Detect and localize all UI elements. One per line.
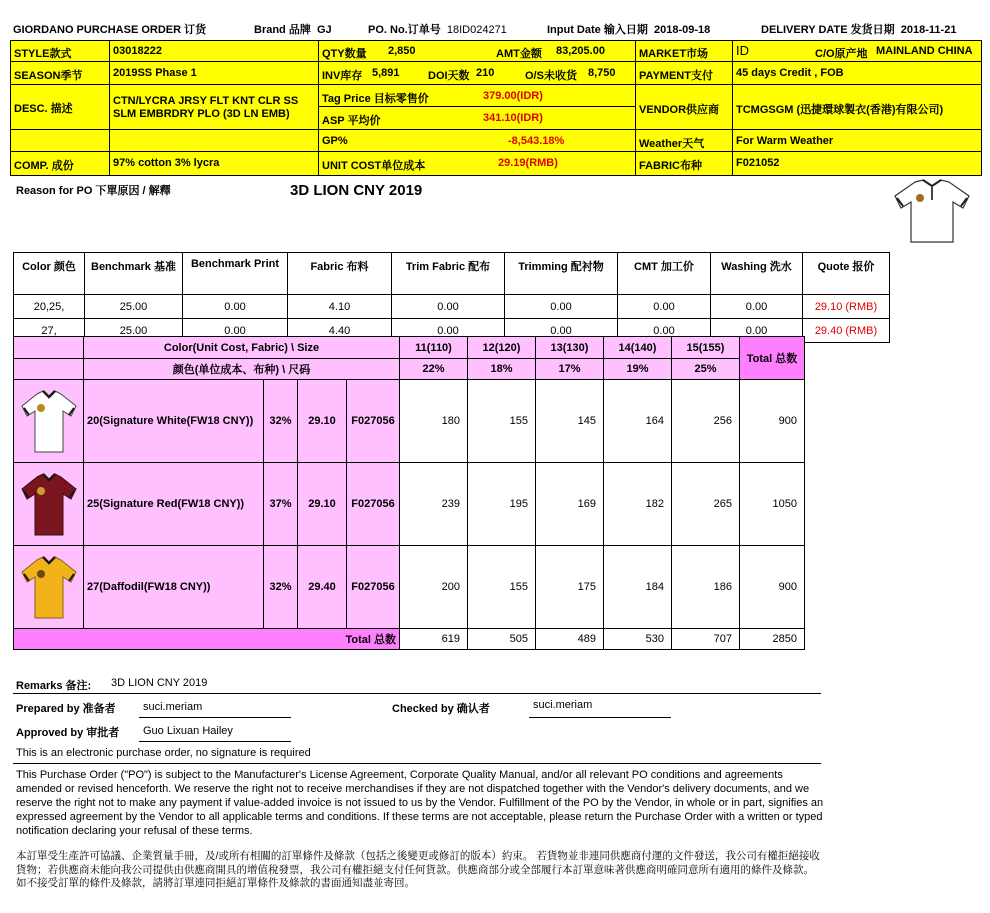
cost-table: [13, 252, 890, 343]
po-number: PO. No.订单号 18ID024271: [368, 24, 507, 36]
checked-underline: [529, 717, 671, 718]
qty-subheader-blank: [14, 359, 84, 380]
totals-row: [14, 629, 805, 650]
cost-header-fabric: Fabric 布料: [288, 253, 392, 295]
qty-header-cn: 颜色(单位成本、布种) \ 尺码: [84, 359, 400, 380]
size-pct: 19%: [604, 359, 672, 380]
cost-header-cmt: CMT 加工价: [618, 253, 711, 295]
co-value: MAINLAND CHINA: [876, 45, 973, 57]
shirt-image-cell: [14, 380, 84, 463]
cost-header-benchmark-print: Benchmark Print: [183, 253, 288, 295]
desc-label: DESC. 描述: [14, 103, 73, 115]
season-value: 2019SS Phase 1: [113, 67, 197, 79]
vendor-value: TCMGSGM (迅捷環球製衣(香港)有限公司): [736, 104, 944, 116]
qty-cell: 200: [400, 546, 468, 629]
table-row: [14, 463, 805, 546]
qty-cell: 184: [604, 546, 672, 629]
unit-cost-label: UNIT COST单位成本: [322, 160, 426, 172]
qty-cell: 175: [536, 546, 604, 629]
size-header: 15(155): [672, 337, 740, 359]
red-polo-shirt-icon: [21, 471, 77, 537]
qty-cell: 182: [604, 463, 672, 546]
color-cost: 29.10: [298, 463, 347, 546]
qty-cell: 169: [536, 463, 604, 546]
totals-label: Total 总数: [14, 629, 400, 650]
tag-value: 379.00(IDR): [483, 90, 543, 102]
qty-cell: 265: [672, 463, 740, 546]
yellow-polo-shirt-icon: [21, 554, 77, 620]
gp-cell: [318, 129, 636, 152]
vendor-label: VENDOR供应商: [639, 104, 720, 116]
cost-cell: 0.00: [505, 295, 618, 319]
approved-value: Guo Lixuan Hailey: [143, 725, 233, 737]
cost-header-trim-fabric: Trim Fabric 配布: [392, 253, 505, 295]
prepared-value: suci.meriam: [143, 701, 203, 713]
color-fabric: F027056: [347, 546, 400, 629]
co-label: C/O原产地: [815, 48, 868, 60]
input-date: Input Date 输入日期 2018-09-18: [547, 24, 711, 36]
remarks-label: Remarks 备注:: [16, 680, 92, 692]
desc-value-cell: [109, 84, 319, 130]
prepared-underline: [139, 717, 291, 718]
color-cost: 29.10: [298, 380, 347, 463]
table-row: [14, 380, 805, 463]
doi-value: 210: [476, 67, 495, 79]
color-name: 20(Signature White(FW18 CNY)): [84, 380, 264, 463]
qty-cell: 186: [672, 546, 740, 629]
brand: Brand 品牌 GJ: [254, 24, 332, 36]
weather-value: For Warm Weather: [736, 135, 834, 147]
qty-cell: 195: [468, 463, 536, 546]
color-fabric: F027056: [347, 463, 400, 546]
qty-cell: 155: [468, 380, 536, 463]
cost-cell: 0.00: [392, 319, 505, 343]
product-thumbnail-icon: [893, 178, 971, 244]
color-fabric: F027056: [347, 380, 400, 463]
qty-header-blank: [14, 337, 84, 359]
size-pct: 18%: [468, 359, 536, 380]
row-total: 1050: [740, 463, 805, 546]
cost-cell: 0.00: [618, 319, 711, 343]
os-label: O/S未收货: [525, 70, 577, 82]
qty-label: QTY数量: [322, 48, 367, 60]
cost-cell: 0.00: [392, 295, 505, 319]
color-name: 27(Daffodil(FW18 CNY)): [84, 546, 264, 629]
payment-value: 45 days Credit , FOB: [736, 67, 844, 79]
tag-label: Tag Price 目标零售价: [322, 93, 429, 105]
size-header: 12(120): [468, 337, 536, 359]
size-header: 14(140): [604, 337, 672, 359]
cost-header-trimming: Trimming 配衬物: [505, 253, 618, 295]
cost-cell: 20,25,: [14, 295, 85, 319]
electronic-note: This is an electronic purchase order, no signature is required: [16, 747, 311, 759]
qty-value: 2,850: [388, 45, 416, 57]
row-total: 900: [740, 546, 805, 629]
os-value: 8,750: [588, 67, 616, 79]
cost-cell: 0.00: [711, 295, 803, 319]
cost-cell: 0.00: [618, 295, 711, 319]
cost-header-quote: Quote 报价: [803, 253, 890, 295]
size-total: 505: [468, 629, 536, 650]
delivery-date: DELIVERY DATE 发货日期 2018-11-21: [761, 24, 957, 36]
fabric-label: FABRIC布种: [639, 160, 702, 172]
quote-cell: 29.40 (RMB): [803, 319, 890, 343]
comp-value: 97% cotton 3% lycra: [113, 157, 220, 169]
qty-header-row: [14, 337, 805, 359]
cost-cell: 4.40: [288, 319, 392, 343]
color-pct: 37%: [264, 463, 298, 546]
market-value: ID: [736, 43, 749, 58]
approved-label: Approved by 审批者: [16, 727, 120, 739]
row-total: 900: [740, 380, 805, 463]
fabric-value: F021052: [736, 157, 780, 169]
cost-cell: 25.00: [85, 295, 183, 319]
desc-line-2: SLM EMBRDRY PLO (3D LN EMB): [113, 108, 290, 120]
qty-subheader-row: [14, 359, 805, 380]
size-pct: 17%: [536, 359, 604, 380]
style-value: 03018222: [113, 45, 162, 57]
qty-cell: 164: [604, 380, 672, 463]
gp-value: -8,543.18%: [508, 135, 565, 147]
cost-cell: 0.00: [183, 319, 288, 343]
table-row: [14, 295, 890, 319]
grand-total: 2850: [740, 629, 805, 650]
cost-cell: 0.00: [183, 295, 288, 319]
qty-cell: 239: [400, 463, 468, 546]
cost-cell: 25.00: [85, 319, 183, 343]
prepared-label: Prepared by 准备者: [16, 703, 116, 715]
qty-cell: 155: [468, 546, 536, 629]
cost-cell: 0.00: [711, 319, 803, 343]
main-title: 3D LION CNY 2019: [290, 182, 423, 199]
shirt-image-cell: [14, 546, 84, 629]
divider: [13, 763, 821, 764]
amt-label: AMT金额: [496, 48, 542, 60]
size-total: 530: [604, 629, 672, 650]
style-label: STYLE款式: [14, 48, 72, 60]
size-pct: 25%: [672, 359, 740, 380]
total-header: Total 总数: [740, 337, 805, 380]
qty-cell: 145: [536, 380, 604, 463]
quantity-table: [13, 336, 805, 650]
quote-cell: 29.10 (RMB): [803, 295, 890, 319]
cost-header-washing: Washing 洗水: [711, 253, 803, 295]
blank-value-cell: [109, 129, 319, 152]
season-label: SEASON季节: [14, 70, 83, 82]
market-label: MARKET市场: [639, 48, 709, 60]
white-polo-shirt-icon: [21, 388, 77, 454]
cost-cell: 0.00: [505, 319, 618, 343]
cost-header-row: [14, 253, 890, 295]
shirt-image-cell: [14, 463, 84, 546]
cost-cell: 4.10: [288, 295, 392, 319]
cost-header-benchmark: Benchmark 基准: [85, 253, 183, 295]
inv-label: INV库存: [322, 70, 363, 82]
blank-label-cell: [10, 129, 110, 152]
weather-label: Weather天气: [639, 138, 705, 150]
gp-label: GP%: [322, 135, 348, 147]
approved-underline: [139, 741, 291, 742]
cost-cell: 27,: [14, 319, 85, 343]
amt-value: 83,205.00: [556, 45, 605, 57]
remarks-value: 3D LION CNY 2019: [111, 677, 208, 689]
payment-label: PAYMENT支付: [639, 70, 713, 82]
qty-header-en: Color(Unit Cost, Fabric) \ Size: [84, 337, 400, 359]
reason-label: Reason for PO 下單原因 / 解釋: [16, 185, 171, 197]
divider: [13, 693, 821, 694]
inv-value: 5,891: [372, 67, 400, 79]
terms-english: This Purchase Order ("PO") is subject to the Manufacturer's License Agreement, Corporate Quality Manual, and/or all relevant PO conditions and agreements amended or revised henceforth. We reserve the right not to receive merchandises if they are not dispatched together with the Vendor's delivery documents, and we reserve the right not to make any payment if value-added invoice is not issued to us by the Vendor. Fulfillment of the PO by the Vendor, in whole or in part, signifies an expressed agreement by the Vendor to all applicable terms and conditions. If these terms are not acceptable, please return the Purchase Order with a written or typed notification declaring your refusal of these terms.: [16, 769, 824, 837]
size-total: 489: [536, 629, 604, 650]
unit-cost-value: 29.19(RMB): [498, 157, 558, 169]
desc-line-1: CTN/LYCRA JRSY FLT KNT CLR SS: [113, 95, 299, 107]
color-name: 25(Signature Red(FW18 CNY)): [84, 463, 264, 546]
comp-label: COMP. 成份: [14, 160, 74, 172]
color-pct: 32%: [264, 546, 298, 629]
doi-label: DOI天数: [428, 70, 470, 82]
size-total: 707: [672, 629, 740, 650]
qty-cell: 256: [672, 380, 740, 463]
po-title: GIORDANO PURCHASE ORDER 订货: [13, 24, 207, 36]
table-row: [14, 546, 805, 629]
asp-value: 341.10(IDR): [483, 112, 543, 124]
size-pct: 22%: [400, 359, 468, 380]
asp-label: ASP 平均价: [322, 115, 381, 127]
size-header: 13(130): [536, 337, 604, 359]
checked-value: suci.meriam: [533, 699, 593, 711]
qty-cell: 180: [400, 380, 468, 463]
cost-header-color: Color 颜色: [14, 253, 85, 295]
checked-label: Checked by 确认者: [392, 703, 490, 715]
color-cost: 29.40: [298, 546, 347, 629]
terms-chinese: 本訂單受生產許可協議、企業質量手冊，及/或所有相關的訂單條件及條款（包括之後變更或修訂的版本）約束。 若貨物並非連同供應商付運的文件發送，我公司有權拒絕接收貨物；若供應商未能向我公司提供由供應商開具的增值稅發票，我公司有權拒絕支付任何貨款。供應商部分或全部履行本訂單意味著供應商明確同意所有適用的條件及條款。如不接受訂單的條件及條款，請將訂單連同拒絕訂單條件及條款的書面通知盡並寄回。: [16, 850, 820, 889]
size-header: 11(110): [400, 337, 468, 359]
color-pct: 32%: [264, 380, 298, 463]
size-total: 619: [400, 629, 468, 650]
